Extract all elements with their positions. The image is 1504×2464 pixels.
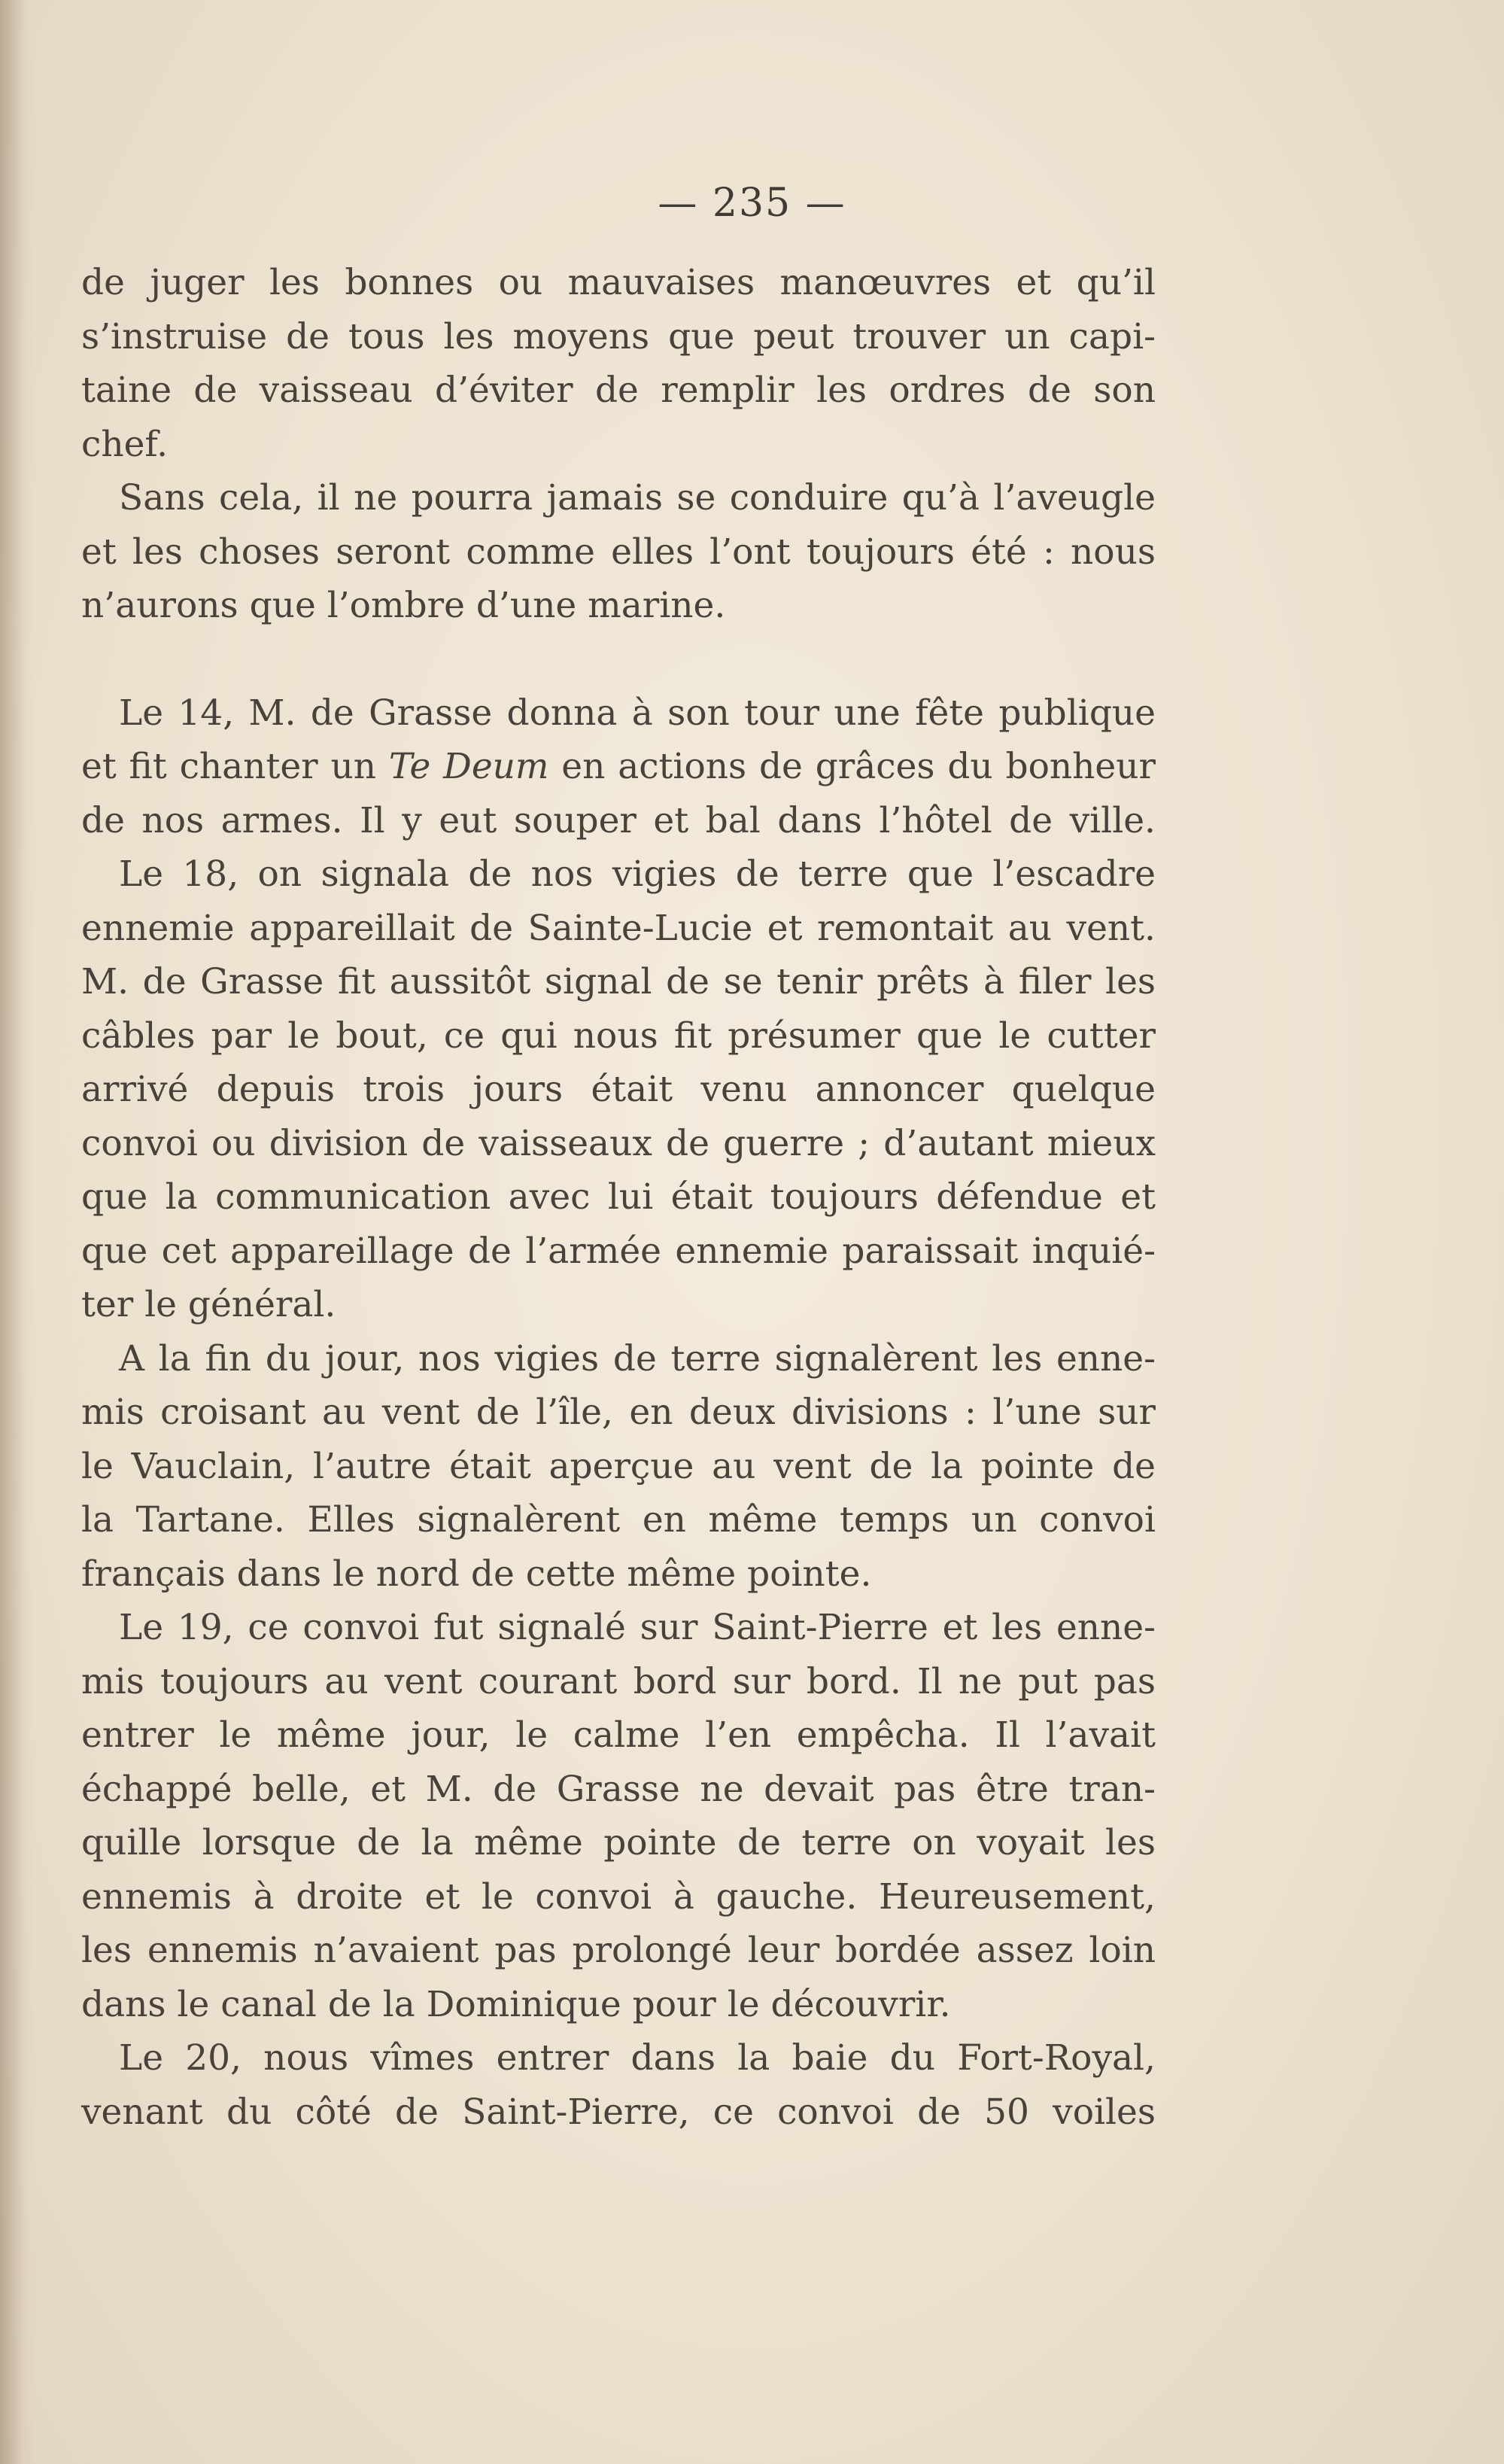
text-line: Le 18, on signala de nos vigies de terre que l’escadre xyxy=(119,853,1156,895)
paragraph-3 xyxy=(81,686,1156,848)
text-line-after: en actions de grâces du bonheur xyxy=(548,746,1156,787)
text-line: mis croisant au vent de l’île, en deux divisions : l’une sur xyxy=(81,1392,1156,1433)
text-line: Le 14, M. de Grasse donna à son tour une fête publique xyxy=(119,692,1156,734)
paragraph-6 xyxy=(81,1601,1156,1978)
text-line: les ennemis n’avaient pas prolongé leur bordée assez loin xyxy=(81,1930,1156,1971)
text-line-before: et fit chanter un xyxy=(81,746,389,787)
page-number: — 235 — xyxy=(658,181,846,226)
text-line: taine de vaisseau d’éviter de remplir les ordres de son xyxy=(81,370,1156,411)
text-line: que cet appareillage de l’armée ennemie paraissait inquié- xyxy=(81,1230,1156,1272)
text-line: ennemis à droite et le convoi à gauche. Heureusement, xyxy=(81,1875,1156,1918)
text-line: dans le canal de la Dominique pour le découvrir. xyxy=(81,1983,951,2025)
text-line: la Tartane. Elles signalèrent en même temps un convoi xyxy=(81,1499,1156,1541)
paragraph-6-end xyxy=(81,1978,1156,2032)
paragraph-2 xyxy=(81,471,1156,579)
paragraph-5-end xyxy=(81,1547,1156,1602)
paragraph-4-end xyxy=(81,1278,1156,1332)
text-line: Le 19, ce convoi fut signalé sur Saint-Pierre et les enne- xyxy=(119,1607,1156,1648)
text-line: ter le général. xyxy=(81,1284,336,1325)
text-line: n’aurons que l’ombre d’une marine. xyxy=(81,585,726,626)
paragraph-1-end xyxy=(81,418,1156,472)
text-line: que la communication avec lui était toujours défendue et xyxy=(81,1176,1156,1218)
text-line: arrivé depuis trois jours était venu annoncer quelque xyxy=(81,1069,1156,1110)
text-line: entrer le même jour, le calme l’en empêcha. Il l’avait xyxy=(81,1714,1156,1756)
binding-shadow xyxy=(0,0,35,2464)
text-line: Le 20, nous vîmes entrer dans la baie du Fort-Royal, xyxy=(119,2037,1156,2079)
paragraph-2-end xyxy=(81,579,1156,633)
text-line: convoi ou division de vaisseaux de guerre ; d’autant mieux xyxy=(81,1122,1156,1164)
text-line: mis toujours au vent courant bord sur bord. Il ne put pas xyxy=(81,1660,1156,1702)
text-line: chef. xyxy=(81,423,169,465)
paragraph-5 xyxy=(81,1332,1156,1547)
text-line: de nos armes. Il y eut souper et bal dans l’hôtel de ville. xyxy=(81,799,1156,841)
text-line: ennemie appareillait de Sainte-Lucie et remontait au vent. xyxy=(81,907,1156,949)
text-line: le Vauclain, l’autre était aperçue au vent de la pointe de xyxy=(81,1445,1156,1487)
body-text xyxy=(81,256,1156,2139)
text-line: A la fin du jour, nos vigies de terre signalèrent les enne- xyxy=(119,1337,1156,1380)
text-line: venant du côté de Saint-Pierre, ce convoi de 50 voiles xyxy=(81,2091,1156,2133)
text-line: Sans cela, il ne pourra jamais se conduire qu’à l’aveugle xyxy=(119,477,1156,519)
text-line: français dans le nord de cette même pointe. xyxy=(81,1553,872,1595)
paragraph-1 xyxy=(81,256,1156,418)
text-line: quille lorsque de la même pointe de terre on voyait les xyxy=(81,1822,1156,1863)
text-line: et les choses seront comme elles l’ont toujours été : nous xyxy=(81,531,1156,573)
italic-title: Te Deum xyxy=(388,746,549,787)
text-line: M. de Grasse fit aussitôt signal de se tenir prêts à filer les xyxy=(81,961,1156,1002)
text-line: échappé belle, et M. de Grasse ne devait pas être tran- xyxy=(81,1768,1156,1810)
paragraph-7 xyxy=(81,2031,1156,2139)
text-line: de juger les bonnes ou mauvaises manœuvres et qu’il xyxy=(81,262,1156,303)
text-line: s’instruise de tous les moyens que peut trouver un capi- xyxy=(81,315,1156,357)
paragraph-4 xyxy=(81,847,1156,1278)
text-line: câbles par le bout, ce qui nous fit présumer que le cutter xyxy=(81,1014,1156,1057)
